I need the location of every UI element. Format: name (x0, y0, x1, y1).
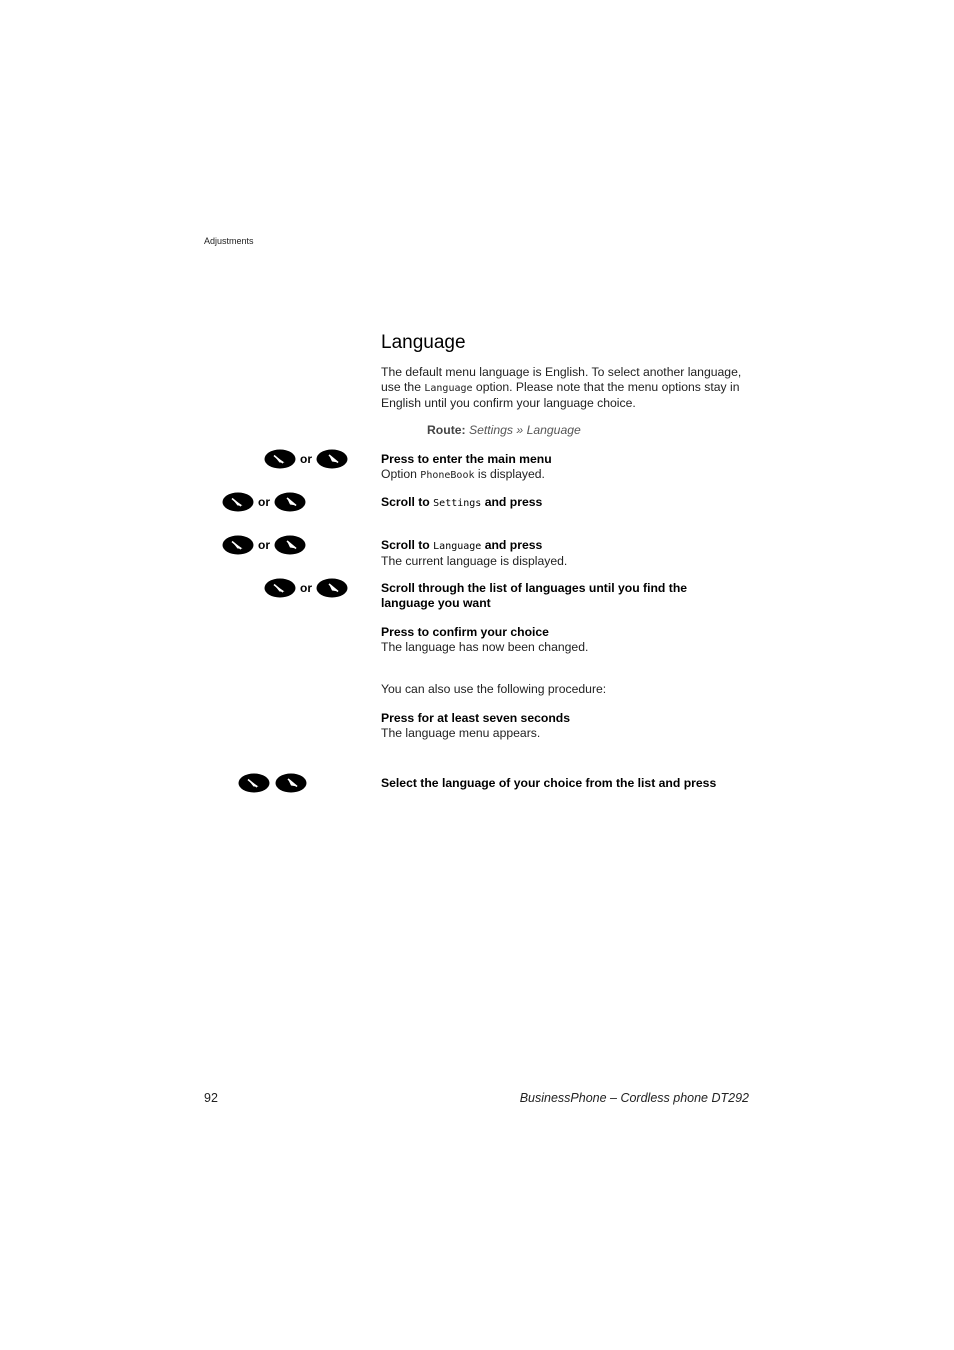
step-4-title: Scroll through the list of languages until you find the language you want (381, 581, 688, 610)
step-4 (381, 581, 721, 611)
intro-paragraph (381, 365, 753, 411)
step-2-suffix: and press (481, 495, 543, 509)
down-arrow-key-icon (264, 449, 296, 469)
document-title: BusinessPhone – Cordless phone DT292 (519, 1091, 749, 1105)
step1-keys (264, 448, 348, 470)
down-arrow-key-icon (222, 535, 254, 555)
step-1-desc-prefix: Option (381, 467, 421, 481)
down-arrow-key-icon (222, 492, 254, 512)
up-arrow-key-icon (274, 535, 306, 555)
down-arrow-key-icon (264, 578, 296, 598)
intro-text-2: option. Please note that the menu options stay in English until you confirm your language choice. (381, 380, 740, 410)
step-3-desc: The current language is displayed. (381, 554, 568, 568)
step-3 (381, 538, 753, 569)
alternative-text: You can also use the following procedure: (381, 682, 607, 696)
intro-code: Language (424, 383, 473, 394)
step3-keys (222, 534, 306, 556)
step-7-title: Select the language of your choice from the list and press (381, 776, 717, 790)
page-number: 92 (204, 1091, 218, 1105)
step-5-title: Press to confirm your choice (381, 625, 549, 639)
up-arrow-key-icon (316, 578, 348, 598)
up-arrow-key-icon (275, 773, 307, 793)
step2-keys (222, 491, 306, 513)
step-3-suffix: and press (481, 538, 543, 552)
step-3-title (381, 538, 753, 554)
section-header: Adjustments (204, 236, 254, 246)
step-1 (381, 452, 753, 483)
step-1-desc (381, 467, 753, 483)
step-3-prefix: Scroll to (381, 538, 434, 552)
or-label: or (258, 495, 270, 509)
step-6 (381, 711, 753, 741)
up-arrow-key-icon (316, 449, 348, 469)
step-6-title: Press for at least seven seconds (381, 711, 571, 725)
step-1-desc-suffix: is displayed. (474, 467, 545, 481)
step-2-code: Settings (433, 498, 482, 509)
or-label: or (300, 581, 312, 595)
or-label: or (258, 538, 270, 552)
step-1-desc-code: PhoneBook (420, 470, 475, 481)
step7-keys (238, 772, 307, 794)
step-2-title (381, 495, 753, 511)
or-label: or (300, 452, 312, 466)
intro-text-1: The default menu language is English. To select another language, use the (381, 365, 742, 394)
step-6-desc: The language menu appears. (381, 726, 541, 740)
down-arrow-key-icon (238, 773, 270, 793)
route-label: Route: (427, 423, 466, 437)
step-3-code: Language (433, 541, 482, 552)
step-5 (381, 625, 753, 655)
step-7 (381, 776, 781, 791)
step-5-desc: The language has now been changed. (381, 640, 589, 654)
step4-keys (264, 577, 348, 599)
step-1-title: Press to enter the main menu (381, 452, 552, 466)
up-arrow-key-icon (274, 492, 306, 512)
route-line (427, 423, 581, 437)
route-path: Settings » Language (468, 423, 581, 437)
step-2 (381, 495, 753, 511)
page-title: Language (381, 332, 466, 353)
step-2-prefix: Scroll to (381, 495, 434, 509)
